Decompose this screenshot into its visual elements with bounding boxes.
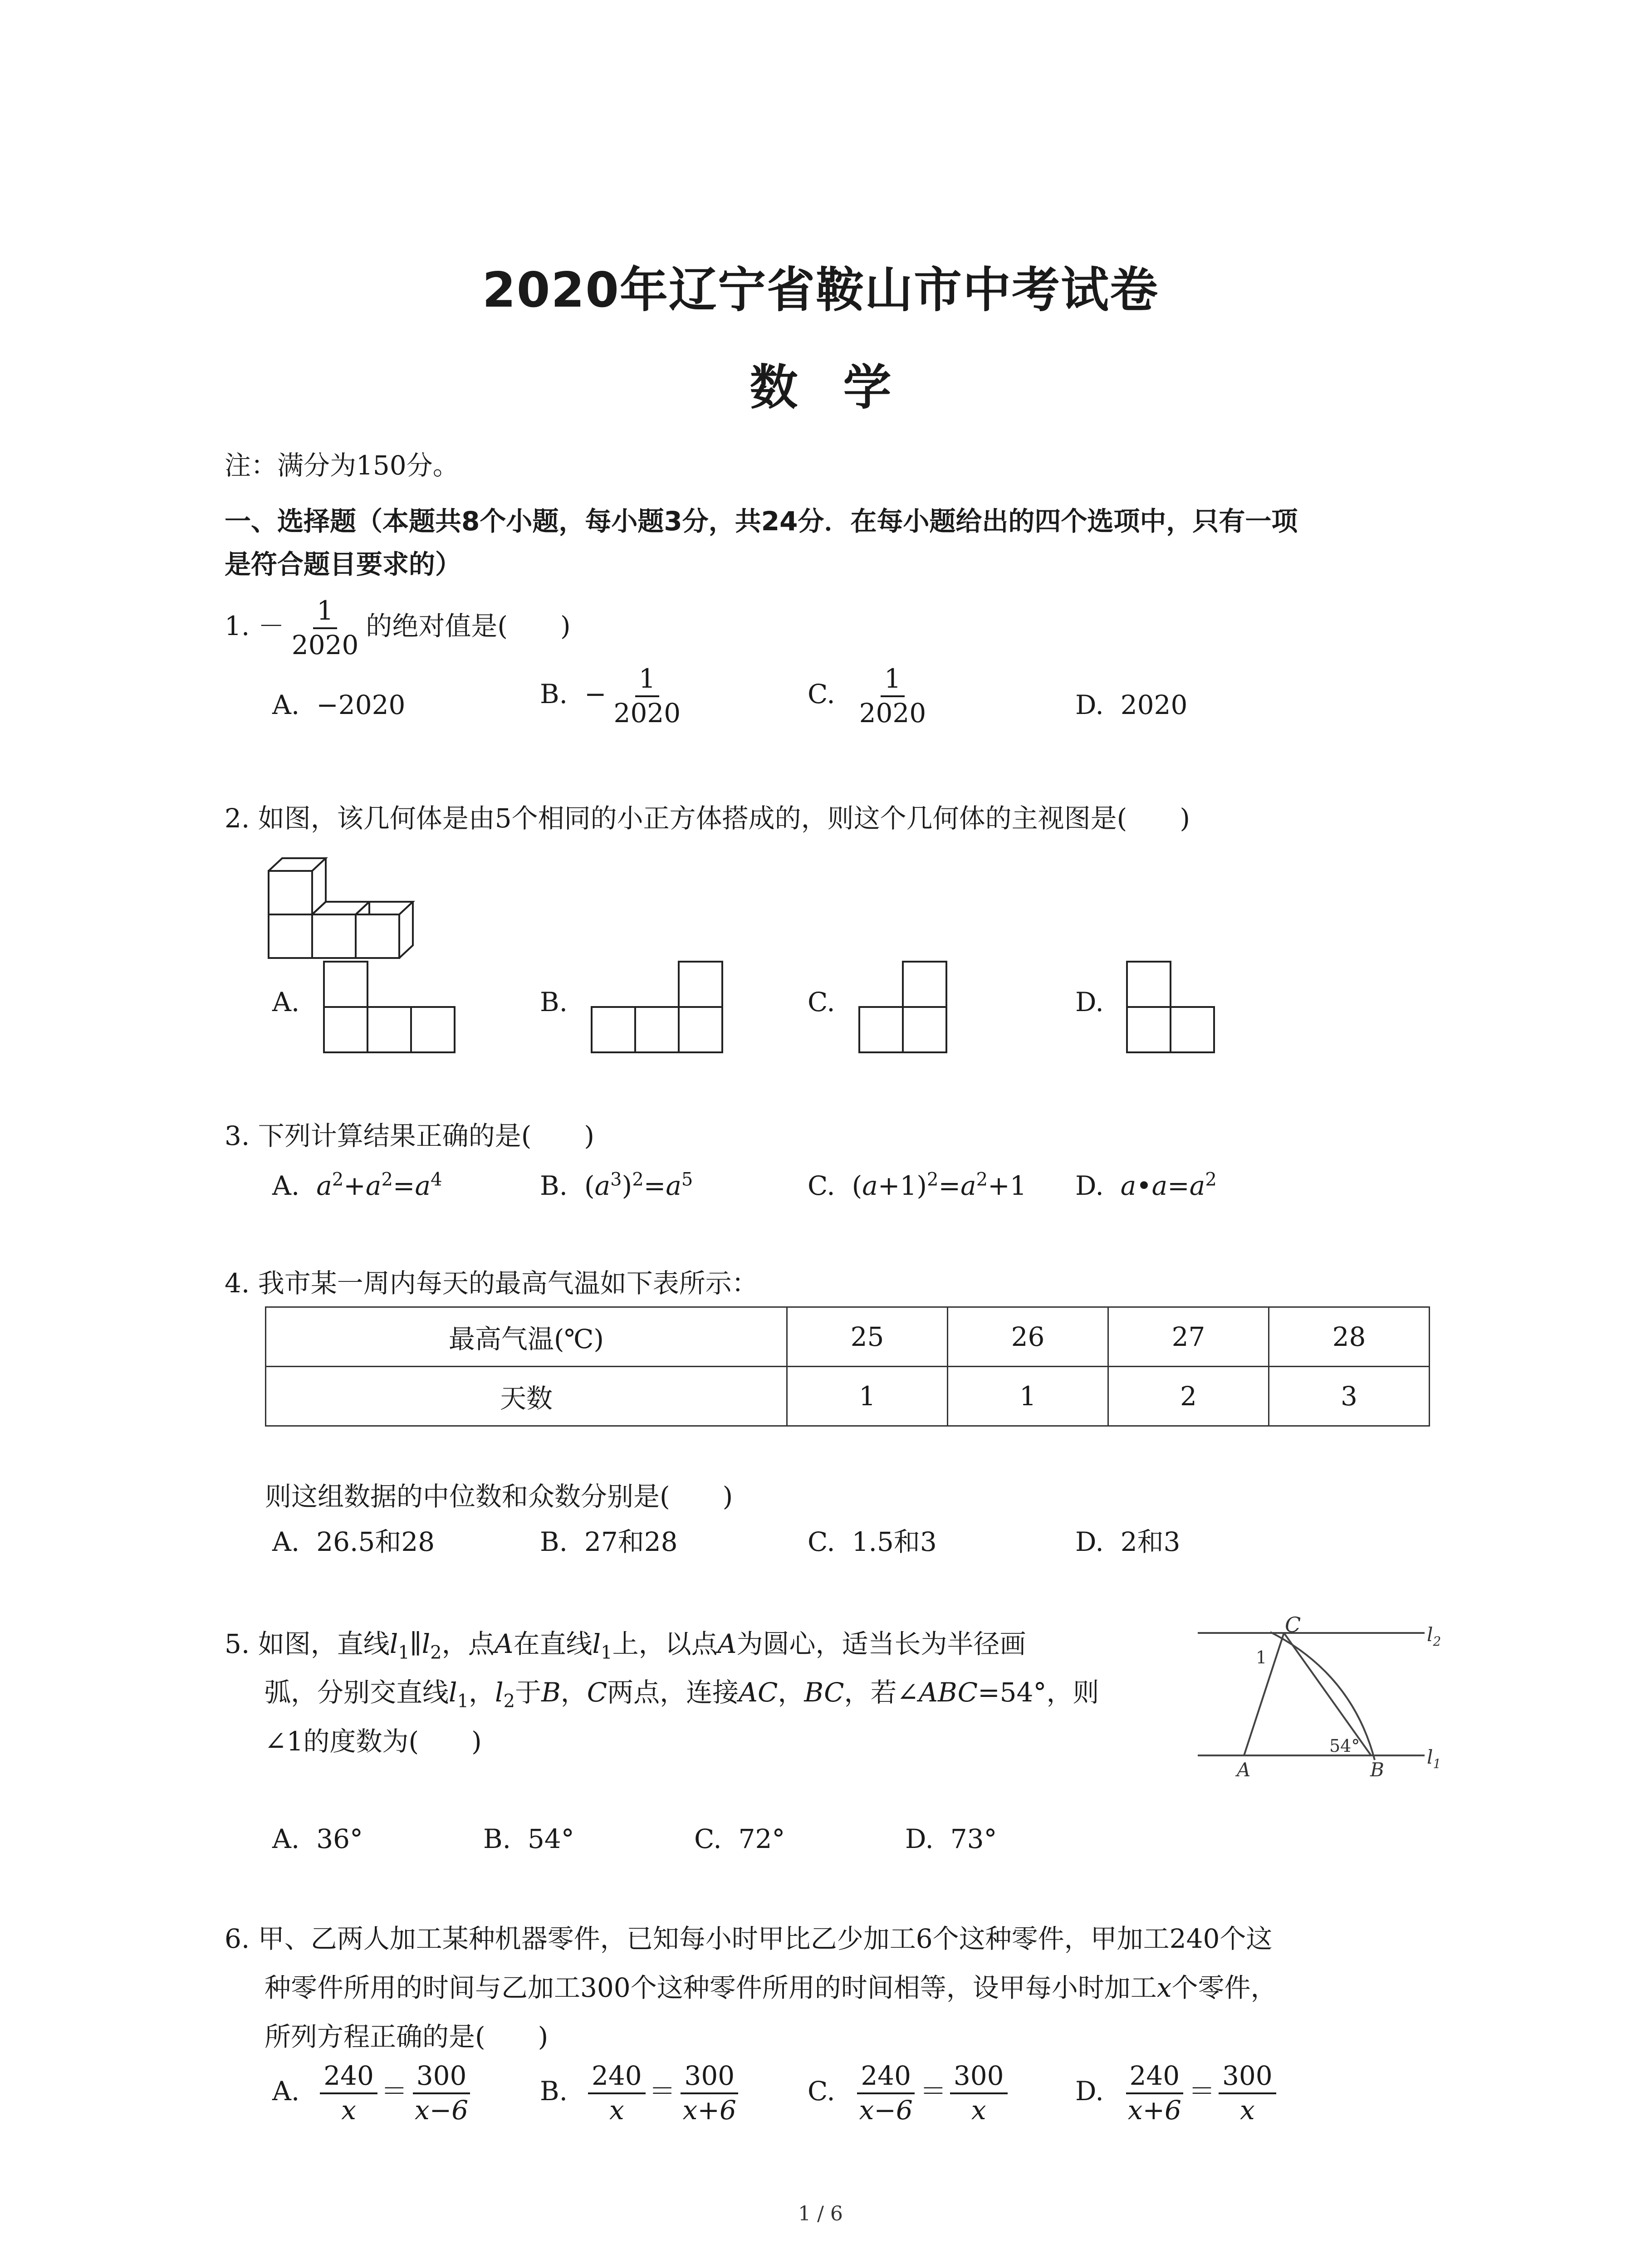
fraction-numerator: 240 [857,2062,915,2094]
q5-option-d[interactable] [905,1823,997,1855]
segment-AC: AC [739,1677,778,1708]
question-number: 2. [225,803,250,834]
equals-sign: = [1167,1170,1190,1201]
fraction [288,596,362,660]
exponent: 3 [610,1169,622,1190]
q1-option-c[interactable] [808,665,933,728]
stem-text: 的绝对值是( ) [366,610,571,641]
question-number: 5. [225,1628,250,1659]
equals-sign: = [643,1170,666,1201]
parallel-lines-figure [1198,1613,1443,1783]
var-a: a [862,1170,878,1201]
var-x: x [1156,1972,1172,2003]
var-l: l [495,1677,504,1708]
stem-text: ， [778,1677,804,1708]
fraction-numerator: 300 [950,2062,1008,2094]
question-3-stem [225,1120,594,1152]
q2-option-c[interactable] [808,987,835,1018]
plus-one: +1) [877,1170,927,1201]
stem-text: 为圆心，适当长为半径画 [736,1628,1026,1659]
q3-option-a[interactable] [272,1170,442,1202]
question-number: 6. [225,1923,250,1954]
equals-sign: ＝ [920,2075,946,2107]
var-l: l [592,1628,601,1659]
stem-text: ，若∠ [844,1677,919,1708]
question-number: 3. [225,1120,250,1151]
equals-sign: = [938,1170,961,1201]
fraction-numerator: 300 [413,2062,470,2094]
option-label: A. [272,1823,300,1854]
equals-sign: ＝ [649,2075,676,2107]
table-cell: 2 [1108,1367,1269,1426]
fraction-denominator: x−6 [414,2094,469,2126]
q4-option-d[interactable] [1075,1526,1181,1558]
fraction-numerator: 240 [588,2062,646,2094]
subscript: 2 [430,1642,442,1663]
option-label: D. [905,1823,934,1854]
question-5-line1 [225,1628,1026,1663]
option-label: C. [808,987,835,1017]
subscript: 1 [601,1642,612,1663]
paren: ( [852,1170,862,1201]
option-text: 2020 [1120,689,1188,720]
stem-text: 下列计算结果正确的是( ) [258,1120,595,1151]
page-subtitle: 数学 [749,360,937,415]
fraction [856,2062,916,2125]
question-6-line3: 所列方程正确的是( ) [265,2021,549,2052]
parallel-sign: ∥ [409,1628,422,1659]
table-cell: 28 [1269,1307,1430,1367]
stem-text: 在直线 [513,1628,593,1659]
stem-text: ， [469,1677,495,1708]
angle-ABC: ABC [919,1677,978,1708]
fraction [950,2062,1008,2125]
page-title: 2020年辽宁省鞍山市中考试卷 [482,262,1159,318]
subscript: 2 [503,1691,515,1712]
minus-sign: − [584,678,607,709]
q3-option-c[interactable] [808,1170,1027,1202]
fraction-numerator: 240 [1126,2062,1184,2094]
fraction-numerator: 300 [681,2062,738,2094]
exponent: 2 [632,1169,644,1190]
option-text: 1.5和3 [852,1526,937,1557]
var-a: a [1120,1170,1136,1201]
option-text: 73° [950,1823,997,1854]
option-label: C. [694,1823,722,1854]
stem-text: ，点 [441,1628,495,1659]
fraction-denominator: 2020 [291,629,359,660]
fraction-numerator: 300 [1219,2062,1276,2094]
plus-one: +1 [988,1170,1027,1201]
var-l: l [449,1677,457,1708]
option-label: C. [808,2075,835,2107]
table-cell: 27 [1108,1307,1269,1367]
option-text: 54° [527,1823,574,1854]
paren: ) [622,1170,632,1201]
q6-option-d[interactable] [1075,2062,1280,2125]
label-A: A [1237,1759,1251,1781]
var-a: a [415,1170,431,1201]
label-C: C [1285,1613,1301,1637]
stem-text: =54°，则 [978,1677,1099,1708]
fraction-denominator: x [971,2094,986,2126]
equals-sign: ＝ [381,2075,407,2107]
equals-sign: = [392,1170,415,1201]
option-label: B. [540,678,568,709]
table-cell: 1 [787,1367,948,1426]
fraction-numerator: 1 [635,665,659,697]
page-number: 1 / 6 [798,2202,843,2225]
point-C: C [587,1677,607,1708]
fraction-numerator: 1 [881,665,905,697]
fraction [679,2062,740,2125]
option-label: C. [808,1526,835,1557]
fraction [1124,2062,1185,2125]
exponent: 2 [927,1169,939,1190]
stem-text: 种零件所用的时间与乙加工300个这种零件所用的时间相等，设甲每小时加工 [265,1972,1157,2003]
var-a: a [1151,1170,1168,1201]
option-label: B. [540,1526,568,1557]
q5-option-b[interactable] [483,1823,574,1855]
fraction-denominator: x+6 [1127,2094,1181,2126]
fraction-denominator: x [609,2094,624,2126]
fraction-denominator: x+6 [682,2094,736,2126]
question-6-line1 [225,1923,1272,1955]
stem-text: 如图，直线 [258,1628,390,1659]
question-4-stem [225,1268,758,1300]
var-a: a [316,1170,332,1201]
stem-text: 两点，连接 [607,1677,739,1708]
subscript: 1 [398,1642,410,1663]
fraction [610,665,685,728]
option-d-front-view [1126,961,1221,1053]
option-label: C. [808,1170,835,1201]
exponent: 5 [681,1169,693,1190]
fraction-denominator: 2020 [613,697,681,728]
q6-option-a[interactable] [272,2062,475,2125]
point-A: A [494,1628,514,1659]
option-label: C. [808,678,835,709]
minus-sign: － [258,610,284,641]
option-label: A. [272,1526,300,1557]
q5-option-a[interactable] [272,1823,363,1855]
stem-text: 弧，分别交直线 [265,1677,449,1708]
q1-option-a[interactable] [272,689,405,721]
q4-option-a[interactable] [272,1526,435,1558]
cubes-3d-figure [267,871,453,962]
table-cell: 1 [948,1367,1108,1426]
equals-sign: ＝ [1188,2075,1215,2107]
q4-option-b[interactable] [540,1526,678,1558]
var-a: a [666,1170,681,1201]
fraction-numerator: 1 [313,596,337,629]
exponent: 2 [332,1169,344,1190]
exponent: 2 [1205,1169,1217,1190]
var-a: a [365,1170,382,1201]
subscript: 1 [457,1691,469,1712]
paren: ( [584,1170,595,1201]
q1-option-b[interactable] [540,665,688,728]
var-a: a [960,1170,976,1201]
stem-text: 甲、乙两人加工某种机器零件，已知每小时甲比乙少加工6个这种零件，甲加工240个这 [258,1923,1273,1954]
option-b-front-view [591,961,727,1053]
table-cell: 天数 [266,1367,787,1426]
q1-option-d[interactable] [1075,689,1187,721]
question-number: 4. [225,1268,250,1299]
option-text: 72° [738,1823,785,1854]
q2-option-b[interactable] [540,987,568,1018]
option-label: A. [272,2075,300,2107]
option-label: B. [540,2075,568,2107]
q2-option-d[interactable] [1075,987,1104,1018]
q6-option-b[interactable] [540,2062,744,2125]
plus-sign: + [343,1170,366,1201]
q4-option-c[interactable] [808,1526,937,1558]
exponent: 2 [381,1169,393,1190]
table-cell: 3 [1269,1367,1430,1426]
var-l: l [421,1628,431,1659]
option-label: B. [540,1170,568,1201]
question-6-line2 [265,1972,1277,2004]
label-l1: $l_1$ [1427,1746,1441,1771]
table-cell: 26 [948,1307,1108,1367]
score-note: 注：满分为150分。 [225,450,459,481]
exponent: 4 [431,1169,442,1190]
stem-text: 于 [515,1677,542,1708]
fraction [411,2062,472,2125]
stem-text: 我市某一周内每天的最高气温如下表所示： [258,1268,758,1299]
label-l2: $l_2$ [1427,1623,1441,1649]
question-number: 1. [225,610,250,641]
option-a-front-view [323,961,459,1053]
question-5-line2 [265,1677,1099,1712]
section-heading-line1: 一、选择题（本题共8个小题，每小题3分，共24分．在每小题给出的四个选项中，只有一项 [225,506,1298,537]
option-label: B. [540,987,568,1017]
fraction-numerator: 240 [320,2062,377,2094]
option-text: 26.5和28 [316,1526,435,1557]
dot-operator: • [1136,1170,1152,1201]
var-l: l [389,1628,398,1659]
option-label: D. [1075,2075,1104,2107]
fraction-denominator: x [1239,2094,1255,2126]
stem-text: 上，以点 [612,1628,718,1659]
option-label: A. [272,689,300,720]
option-label: B. [483,1823,511,1854]
question-2-stem [225,803,1190,835]
option-label: D. [1075,1170,1104,1201]
fraction [320,2062,377,2125]
stem-text: ， [560,1677,587,1708]
option-label: D. [1075,689,1104,720]
fraction [1219,2062,1276,2125]
option-text: 36° [316,1823,363,1854]
option-label: A. [272,1170,300,1201]
question-5-line3: ∠1的度数为( ) [265,1726,482,1757]
fraction-denominator: x−6 [859,2094,913,2126]
option-text: 2和3 [1120,1526,1181,1557]
table-cell: 25 [787,1307,948,1367]
label-angle-54: 54° [1329,1736,1360,1756]
stem-text: 个零件， [1171,1972,1277,2003]
section-heading-line2: 是符合题目要求的） [225,549,462,580]
label-B: B [1370,1759,1384,1781]
table-row [266,1367,1430,1426]
var-a: a [594,1170,611,1201]
fraction [588,2062,646,2125]
option-c-front-view [858,961,954,1053]
q6-option-c[interactable] [808,2062,1011,2125]
label-angle-1: 1 [1256,1647,1267,1667]
point-A: A [717,1628,737,1659]
point-B: B [541,1677,561,1708]
option-text: −2020 [316,689,406,720]
question-1-stem [225,596,571,660]
question-4-follow: 则这组数据的中位数和众数分别是( ) [265,1481,733,1512]
var-a: a [1189,1170,1205,1201]
q3-option-b[interactable] [540,1170,693,1202]
option-label: D. [1075,1526,1104,1557]
segment-BC: BC [804,1677,844,1708]
table-cell: 最高气温(℃) [266,1307,787,1367]
stem-text: 如图，该几何体是由5个相同的小正方体搭成的，则这个几何体的主视图是( ) [258,803,1190,834]
temperature-table [265,1306,1430,1427]
fraction [856,665,930,728]
q3-option-d[interactable] [1075,1170,1217,1202]
fraction-denominator: 2020 [859,697,926,728]
option-label: D. [1075,987,1104,1017]
option-label: A. [272,987,300,1017]
option-text: 27和28 [584,1526,678,1557]
fraction-denominator: x [341,2094,356,2126]
q5-option-c[interactable] [694,1823,785,1855]
q2-option-a[interactable] [272,987,299,1018]
exponent: 2 [976,1169,988,1190]
table-row [266,1307,1430,1367]
